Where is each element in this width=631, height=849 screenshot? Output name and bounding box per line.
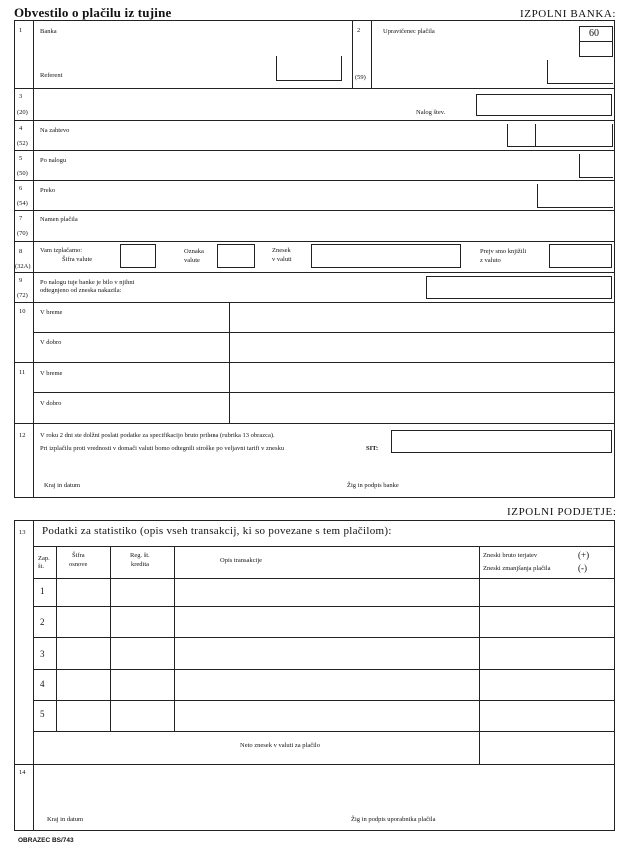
col-code-label-2: osnove: [69, 561, 88, 568]
row-number-5: 5: [19, 155, 23, 162]
sit-amount-field[interactable]: [391, 430, 612, 453]
row-number-14: 14: [19, 769, 26, 776]
foreign-bank-deduction-line1: Po nalogu tuje banke je bilo v njihni: [40, 279, 135, 286]
row-code-72: (72): [17, 292, 28, 299]
stats-row-separator-1: [33, 606, 615, 607]
row-number-6: 6: [19, 185, 23, 192]
stats-row-separator-3: [33, 669, 615, 670]
bank-label: Banka: [40, 28, 57, 35]
stats-title-separator: [33, 546, 615, 547]
row1-split: [352, 20, 353, 88]
value-date-field[interactable]: [549, 244, 612, 268]
beneficiary-field[interactable]: [547, 60, 613, 84]
row-code-32a: (32A): [15, 263, 31, 270]
we-pay-label: Vam izplačamo:: [40, 247, 83, 254]
stats-row-number-2: 2: [40, 617, 45, 627]
stats-header-separator: [33, 578, 615, 579]
row-separator-9: [14, 302, 615, 303]
referent-label: Referent: [40, 72, 63, 79]
company-stamp-label: Žig in podpis uporabnika plačila: [351, 816, 436, 823]
foreign-bank-deduction-line2: odtegnjeno od zneska nakazila:: [40, 287, 122, 294]
col-description-label: Opis transakcije: [220, 557, 263, 564]
booked-label-1: Prejv smo knjižili: [480, 248, 527, 255]
net-amount-label: Neto znesek v valuti za plačilo: [240, 742, 320, 749]
row-separator-11b: [14, 423, 615, 424]
col-gross-label: Zneski bruto terjatev: [483, 552, 538, 559]
currency-mark-label-2: valute: [184, 257, 200, 264]
currency-mark-label-1: Oznaka: [184, 248, 204, 255]
row-separator-4: [14, 150, 615, 151]
row-code-50: (50): [17, 170, 28, 177]
on-request-label: Na zahtevo: [40, 127, 70, 134]
stats-col-line-3: [174, 546, 175, 731]
form-code: OBRAZEC BS/743: [18, 837, 74, 844]
row-number-7: 7: [19, 215, 23, 222]
on-request-field[interactable]: [507, 124, 613, 147]
row-separator-6: [14, 210, 615, 211]
beneficiary-label: Upravičenec plačila: [383, 28, 435, 35]
credit-label-10: V dobro: [40, 339, 62, 346]
row-separator-11a: [33, 392, 615, 393]
stats-row-number-3: 3: [40, 649, 45, 659]
row-separator-7: [14, 241, 615, 242]
stats-row-separator-5: [33, 731, 615, 732]
foreign-bank-deduction-field[interactable]: [426, 276, 612, 299]
amount-label-1: Znesek: [272, 247, 291, 254]
row-separator-8: [14, 272, 615, 273]
row-separator-10a: [33, 332, 615, 333]
row-number-9: 9: [19, 277, 23, 284]
col-code-label-1: Šifra: [72, 552, 85, 559]
col-credit-label-1: Reg. št.: [130, 552, 150, 559]
col-reduction-sign: (-): [578, 563, 587, 573]
row-number-4: 4: [19, 125, 23, 132]
row-separator-1: [14, 88, 615, 89]
beneficiary-code-divider: [579, 41, 613, 42]
currency-code-label: Šifra valute: [62, 256, 93, 263]
row-code-54: (54): [17, 200, 28, 207]
row-number-12: 12: [19, 432, 26, 439]
credit-label-11: V dobro: [40, 400, 62, 407]
row-number-8: 8: [19, 248, 23, 255]
row-number-10: 10: [19, 308, 26, 315]
tariff-notice: Pri izplačilu proti vrednosti v domači valuti bomo odtegnili stroške po veljavni tarifi v znesku: [40, 445, 285, 452]
stats-row-number-4: 4: [40, 679, 45, 689]
bank-stamp-label: Žig in podpis banke: [347, 482, 399, 489]
bank-fill-heading: IZPOLNI BANKA:: [520, 8, 617, 20]
row2-split: [371, 20, 372, 88]
statistics-title: Podatki za statistiko (opis vseh transakcij, ki so povezane s tem plačilom):: [42, 525, 392, 537]
stats-neto-separator: [14, 764, 615, 765]
stats-col-line-1: [56, 546, 57, 731]
stats-row-number-5: 5: [40, 709, 45, 719]
company-number-column-divider: [33, 520, 34, 831]
stats-row-separator-4: [33, 700, 615, 701]
row-number-2: 2: [357, 27, 361, 34]
row-number-11: 11: [19, 369, 26, 376]
number-column-divider: [33, 20, 34, 498]
company-place-date-label: Kraj in datum: [47, 816, 84, 823]
row-separator-3: [14, 120, 615, 121]
debit-label-11: V breme: [40, 370, 63, 377]
row-separator-10b: [14, 362, 615, 363]
beneficiary-code-value: 60: [589, 28, 599, 39]
amount-label-2: v valuti: [272, 256, 292, 263]
col-credit-label-2: kredita: [131, 561, 150, 568]
bank-place-date-label: Kraj in datum: [44, 482, 81, 489]
amount-field[interactable]: [311, 244, 461, 268]
per-order-label: Po nalogu: [40, 157, 67, 164]
stats-row-separator-2: [33, 637, 615, 638]
col-seq-label-1: Zap.: [38, 555, 50, 562]
col-reduction-label: Zneski zmanjšanja plačila: [483, 565, 551, 572]
on-request-split: [535, 124, 536, 147]
row-code-52: (52): [17, 140, 28, 147]
form-title: Obvestilo o plačilu iz tujine: [14, 5, 172, 20]
referent-field[interactable]: [276, 56, 342, 81]
via-field[interactable]: [537, 184, 613, 208]
company-fill-heading: IZPOLNI PODJETJE:: [507, 506, 617, 518]
row-separator-5: [14, 180, 615, 181]
debit-label-10: V breme: [40, 309, 63, 316]
purpose-label: Namen plačila: [40, 216, 78, 223]
order-number-label: Nalog štev.: [416, 109, 446, 116]
stats-row-number-1: 1: [40, 586, 45, 596]
currency-code-field[interactable]: [120, 244, 156, 268]
col-gross-sign: (+): [578, 550, 590, 560]
row-code-70: (70): [17, 230, 28, 237]
row-number-3: 3: [19, 93, 23, 100]
specification-notice: V roku 2 dni ste dolžni poslati podatke za specifikacijo bruto prilива (rubrika 13 obrazca).: [40, 432, 275, 439]
sit-label: SIT:: [366, 445, 379, 452]
via-label: Preko: [40, 187, 56, 194]
per-order-field[interactable]: [579, 154, 613, 178]
row-number-13: 13: [19, 529, 26, 536]
col-seq-label-2: št.: [38, 563, 44, 570]
stats-col-line-2: [110, 546, 111, 731]
booked-label-2: z valuto: [480, 257, 501, 264]
row-code-20: (20): [17, 109, 28, 116]
order-number-field[interactable]: [476, 94, 612, 116]
row-number-1: 1: [19, 27, 23, 34]
row-code-59: (59): [355, 74, 366, 81]
currency-mark-field[interactable]: [217, 244, 255, 268]
